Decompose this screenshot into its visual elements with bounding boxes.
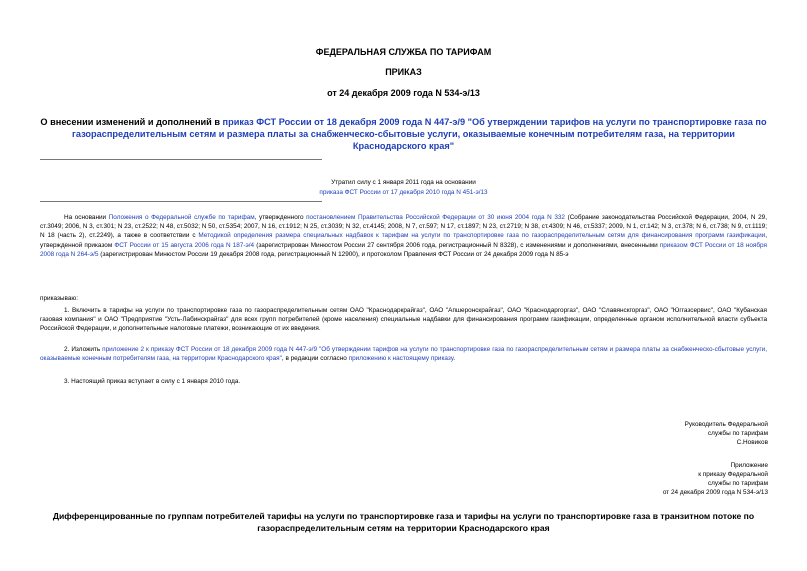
item-2-text-1: 2. Изложить <box>64 346 103 353</box>
preamble-text-4: , утвержденной приказом <box>40 232 767 249</box>
status-link-order-451[interactable]: приказа ФСТ России от 17 декабря 2010 года N 451-э/13 <box>319 189 488 196</box>
preamble-paragraph <box>40 213 767 259</box>
link-methodology[interactable]: Методикой определения размера специальных надбавок к тарифам на услуги по транспортировке газа по газораспределительным сетям для финансирования программ газификации <box>198 232 766 240</box>
title-prefix: О внесении изменений и дополнений в <box>40 117 223 127</box>
item-1-paragraph: 1. Включить в тарифы на услуги по транспортировке газа по газораспределительным сетям ОАО "Краснодаркрайгаз", ОАО "Апшеронскрайгаз", ОАО "Краснодаргоргаз", ОАО "Славянскгоргаз", ОАО "Юггазсервис", ОАО "Кубанская газовая компания" и ОАО "Предприятие "Усть-Лабинскрайгаз" для всех групп потребителей (кроме населения) специальные надбавки для финансирования программ газификации, определенные органом исполнительной власти субъекта Российской Федерации, и дополнительные налоговые платежи, возникающие от их введения. <box>40 307 767 333</box>
appendix-block <box>560 461 768 497</box>
agency-name: ФЕДЕРАЛЬНАЯ СЛУЖБА ПО ТАРИФАМ <box>315 47 492 57</box>
appendix-line-2: к приказу Федеральной <box>698 471 768 479</box>
appendix-label: Приложение <box>730 462 768 469</box>
divider-top <box>40 159 322 160</box>
link-order-264[interactable]: приказом ФСТ России от 18 ноября 2008 года N 264-э/5 <box>40 241 768 258</box>
document-type: ПРИКАЗ <box>385 67 422 77</box>
preamble-text-5: (зарегистрирован Минюстом России 27 сентября 2006 года, регистрационный N 8328), с изменениями и дополнениями, внесенными <box>254 241 660 249</box>
signature-block <box>560 420 768 447</box>
signature-name: С.Новиков <box>736 439 768 447</box>
link-government-decree-332[interactable]: постановлением Правительства Российской Федерации от 30 июня 2004 года N 332 <box>306 214 565 221</box>
title-link-order-447[interactable]: приказ ФСТ России от 18 декабря 2009 года N 447-э/9 "Об утверждении тарифов на услуги по транспортировке газа по газораспределительным сетям и размера платы за снабженческо-сбытовые услуги, оказываемые конечным потребителям газа, на территории Краснодарского края" <box>72 117 767 151</box>
preamble-text-2: , утвержденного <box>254 214 307 221</box>
preamble-text-3: (Собрание законодательства Российской Федерации, 2004, N 29, ст.3049; 2006, N 3, ст.301; N 23, ст.2522; N 48, ст.5032; N 50, ст.5354; 2007, N 16, ст.1912; N 25, ст.3039; N 32, ст.4145; 2008, N 7, ст.597; N 17, ст.1897; N 23, ст.2719; N 38, ст.4309; N 46, ст.5337; 2009, N 1, ст.142; N 3, ст.378; N 6, ст.738; N 9, ст.1119; N 18 (часть 2), ст.2249), а также в соответствии с <box>40 214 767 240</box>
link-appendix-current-order[interactable]: приложению к настоящему приказу <box>348 355 454 363</box>
status-line: Утратил силу с 1 января 2011 года на основании <box>331 179 476 186</box>
orders-label: приказываю: <box>40 295 78 302</box>
item-2-text-2: , в редакции согласно <box>281 355 349 363</box>
document-date: от 24 декабря 2009 года N 534-э/13 <box>327 88 480 98</box>
appendix-title: Дифференцированные по группам потребителей тарифы на услуги по транспортировке газа и тарифы на услуги по транспортировке газа в транзитном потоке по газораспределительным сетям на территории Краснодарского края <box>52 511 755 533</box>
appendix-line-3: службы по тарифам <box>707 480 768 488</box>
item-2-paragraph <box>40 345 767 363</box>
item-3-paragraph: 3. Настоящий приказ вступает в силу с 1 января 2010 года. <box>64 378 241 385</box>
link-appendix-2-order-447[interactable]: приложение 2 к приказу ФСТ России от 18 декабря 2009 года N 447-э/9 "Об утверждении тарифов на услуги по транспортировке газа по газораспределительным сетям и размера платы за снабженческо-сбытовые услуги, оказываемые конечным потребителям газа, на территории Краснодарского края" <box>40 346 767 363</box>
link-order-187[interactable]: ФСТ России от 15 августа 2006 года N 187-э/4 <box>114 241 255 249</box>
appendix-date: от 24 декабря 2009 года N 534-э/13 <box>662 489 768 497</box>
link-regulation-fst[interactable]: Положения о Федеральной службе по тарифам <box>108 214 255 221</box>
signature-agency: службы по тарифам <box>707 430 768 438</box>
document-title <box>40 116 767 152</box>
preamble-text-6: (зарегистрирован Минюстом России 19 декабря 2008 года, регистрационный N 12900), и протоколом Правления ФСТ России от 24 декабря 2009 года N 85-э <box>98 250 569 258</box>
signature-position: Руководитель Федеральной <box>684 421 768 428</box>
divider-bottom <box>40 201 322 202</box>
preamble-text-1: На основании <box>64 214 109 221</box>
item-2-text-3: . <box>453 355 456 363</box>
